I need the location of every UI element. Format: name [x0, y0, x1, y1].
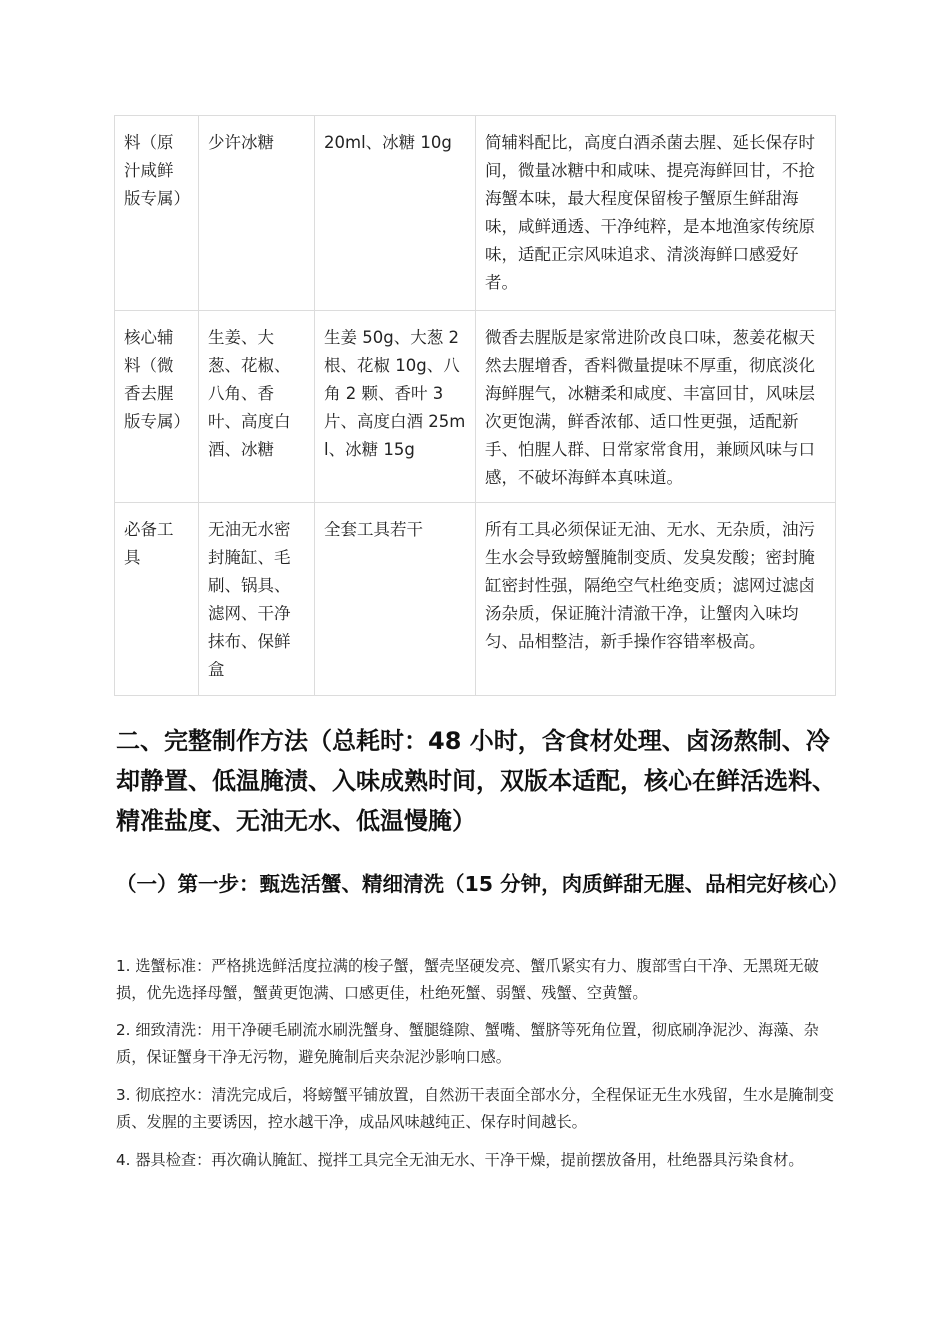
- table-cell-category: 核心辅料（微香去腥版专属）: [115, 311, 199, 503]
- table-cell-amount: 生姜 50g、大葱 2 根、花椒 10g、八角 2 颗、香叶 3 片、高度白酒 25ml、冰糖 15g: [315, 311, 476, 503]
- table-row: [115, 311, 836, 503]
- table-cell-items: 无油无水密封腌缸、毛刷、锅具、滤网、干净抹布、保鲜盒: [199, 503, 315, 696]
- step-paragraph: 2. 细致清洗：用干净硬毛刷流水刷洗蟹身、蟹腿缝隙、蟹嘴、蟹脐等死角位置，彻底刷净泥沙、海藻、杂质，保证蟹身干净无污物，避免腌制后夹杂泥沙影响口感。: [116, 1021, 819, 1066]
- table-cell-note: 所有工具必须保证无油、无水、无杂质，油污生水会导致螃蟹腌制变质、发臭发酸；密封腌缸密封性强，隔绝空气杜绝变质；滤网过滤卤汤杂质，保证腌汁清澈干净，让蟹肉入味均匀、品相整洁，新手操作容错率极高。: [476, 503, 836, 696]
- step-paragraph: 4. 器具检查：再次确认腌缸、搅拌工具完全无油无水、干净干燥，提前摆放备用，杜绝器具污染食材。: [116, 1151, 804, 1169]
- step-paragraph: 3. 彻底控水：清洗完成后，将螃蟹平铺放置，自然沥干表面全部水分，全程保证无生水残留，生水是腌制变质、发腥的主要诱因，控水越干净，成品风味越纯正、保存时间越长。: [116, 1086, 834, 1131]
- table-cell-items: 生姜、大葱、花椒、八角、香叶、高度白酒、冰糖: [199, 311, 315, 503]
- subsection-heading: （一）第一步：甄选活蟹、精细清洗（15 分钟，肉质鲜甜无腥、品相完好核心）: [116, 872, 849, 896]
- table-cell-category: 料（原汁咸鲜版专属）: [115, 116, 199, 311]
- step-paragraph: 1. 选蟹标准：严格挑选鲜活度拉满的梭子蟹，蟹壳坚硬发亮、蟹爪紧实有力、腹部雪白干净、无黑斑无破损，优先选择母蟹，蟹黄更饱满、口感更佳，杜绝死蟹、弱蟹、残蟹、空黄蟹。: [116, 957, 819, 1002]
- table-cell-items: 少许冰糖: [199, 116, 315, 311]
- table-cell-amount: 20ml、冰糖 10g: [315, 116, 476, 311]
- table-cell-note: 微香去腥版是家常进阶改良口味，葱姜花椒天然去腥增香，香料微量提味不厚重，彻底淡化海鲜腥气，冰糖柔和咸度、丰富回甘，风味层次更饱满，鲜香浓郁、适口性更强，适配新手、怕腥人群、日常家常食用，兼顾风味与口感，不破坏海鲜本真味道。: [476, 311, 836, 503]
- table-cell-category: 必备工具: [115, 503, 199, 696]
- table-cell-amount: 全套工具若干: [315, 503, 476, 696]
- ingredient-table: [114, 115, 836, 696]
- section-heading: 二、完整制作方法（总耗时：48 小时，含食材处理、卤汤熬制、冷却静置、低温腌渍、入味成熟时间，双版本适配，核心在鲜活选料、精准盐度、无油无水、低温慢腌）: [116, 727, 836, 835]
- table-row: [115, 116, 836, 311]
- table-cell-note: 简辅料配比，高度白酒杀菌去腥、延长保存时间，微量冰糖中和咸味、提亮海鲜回甘，不抢海蟹本味，最大程度保留梭子蟹原生鲜甜海味，咸鲜通透、干净纯粹，是本地渔家传统原味，适配正宗风味追求、清淡海鲜口感爱好者。: [476, 116, 836, 311]
- table-row: [115, 503, 836, 696]
